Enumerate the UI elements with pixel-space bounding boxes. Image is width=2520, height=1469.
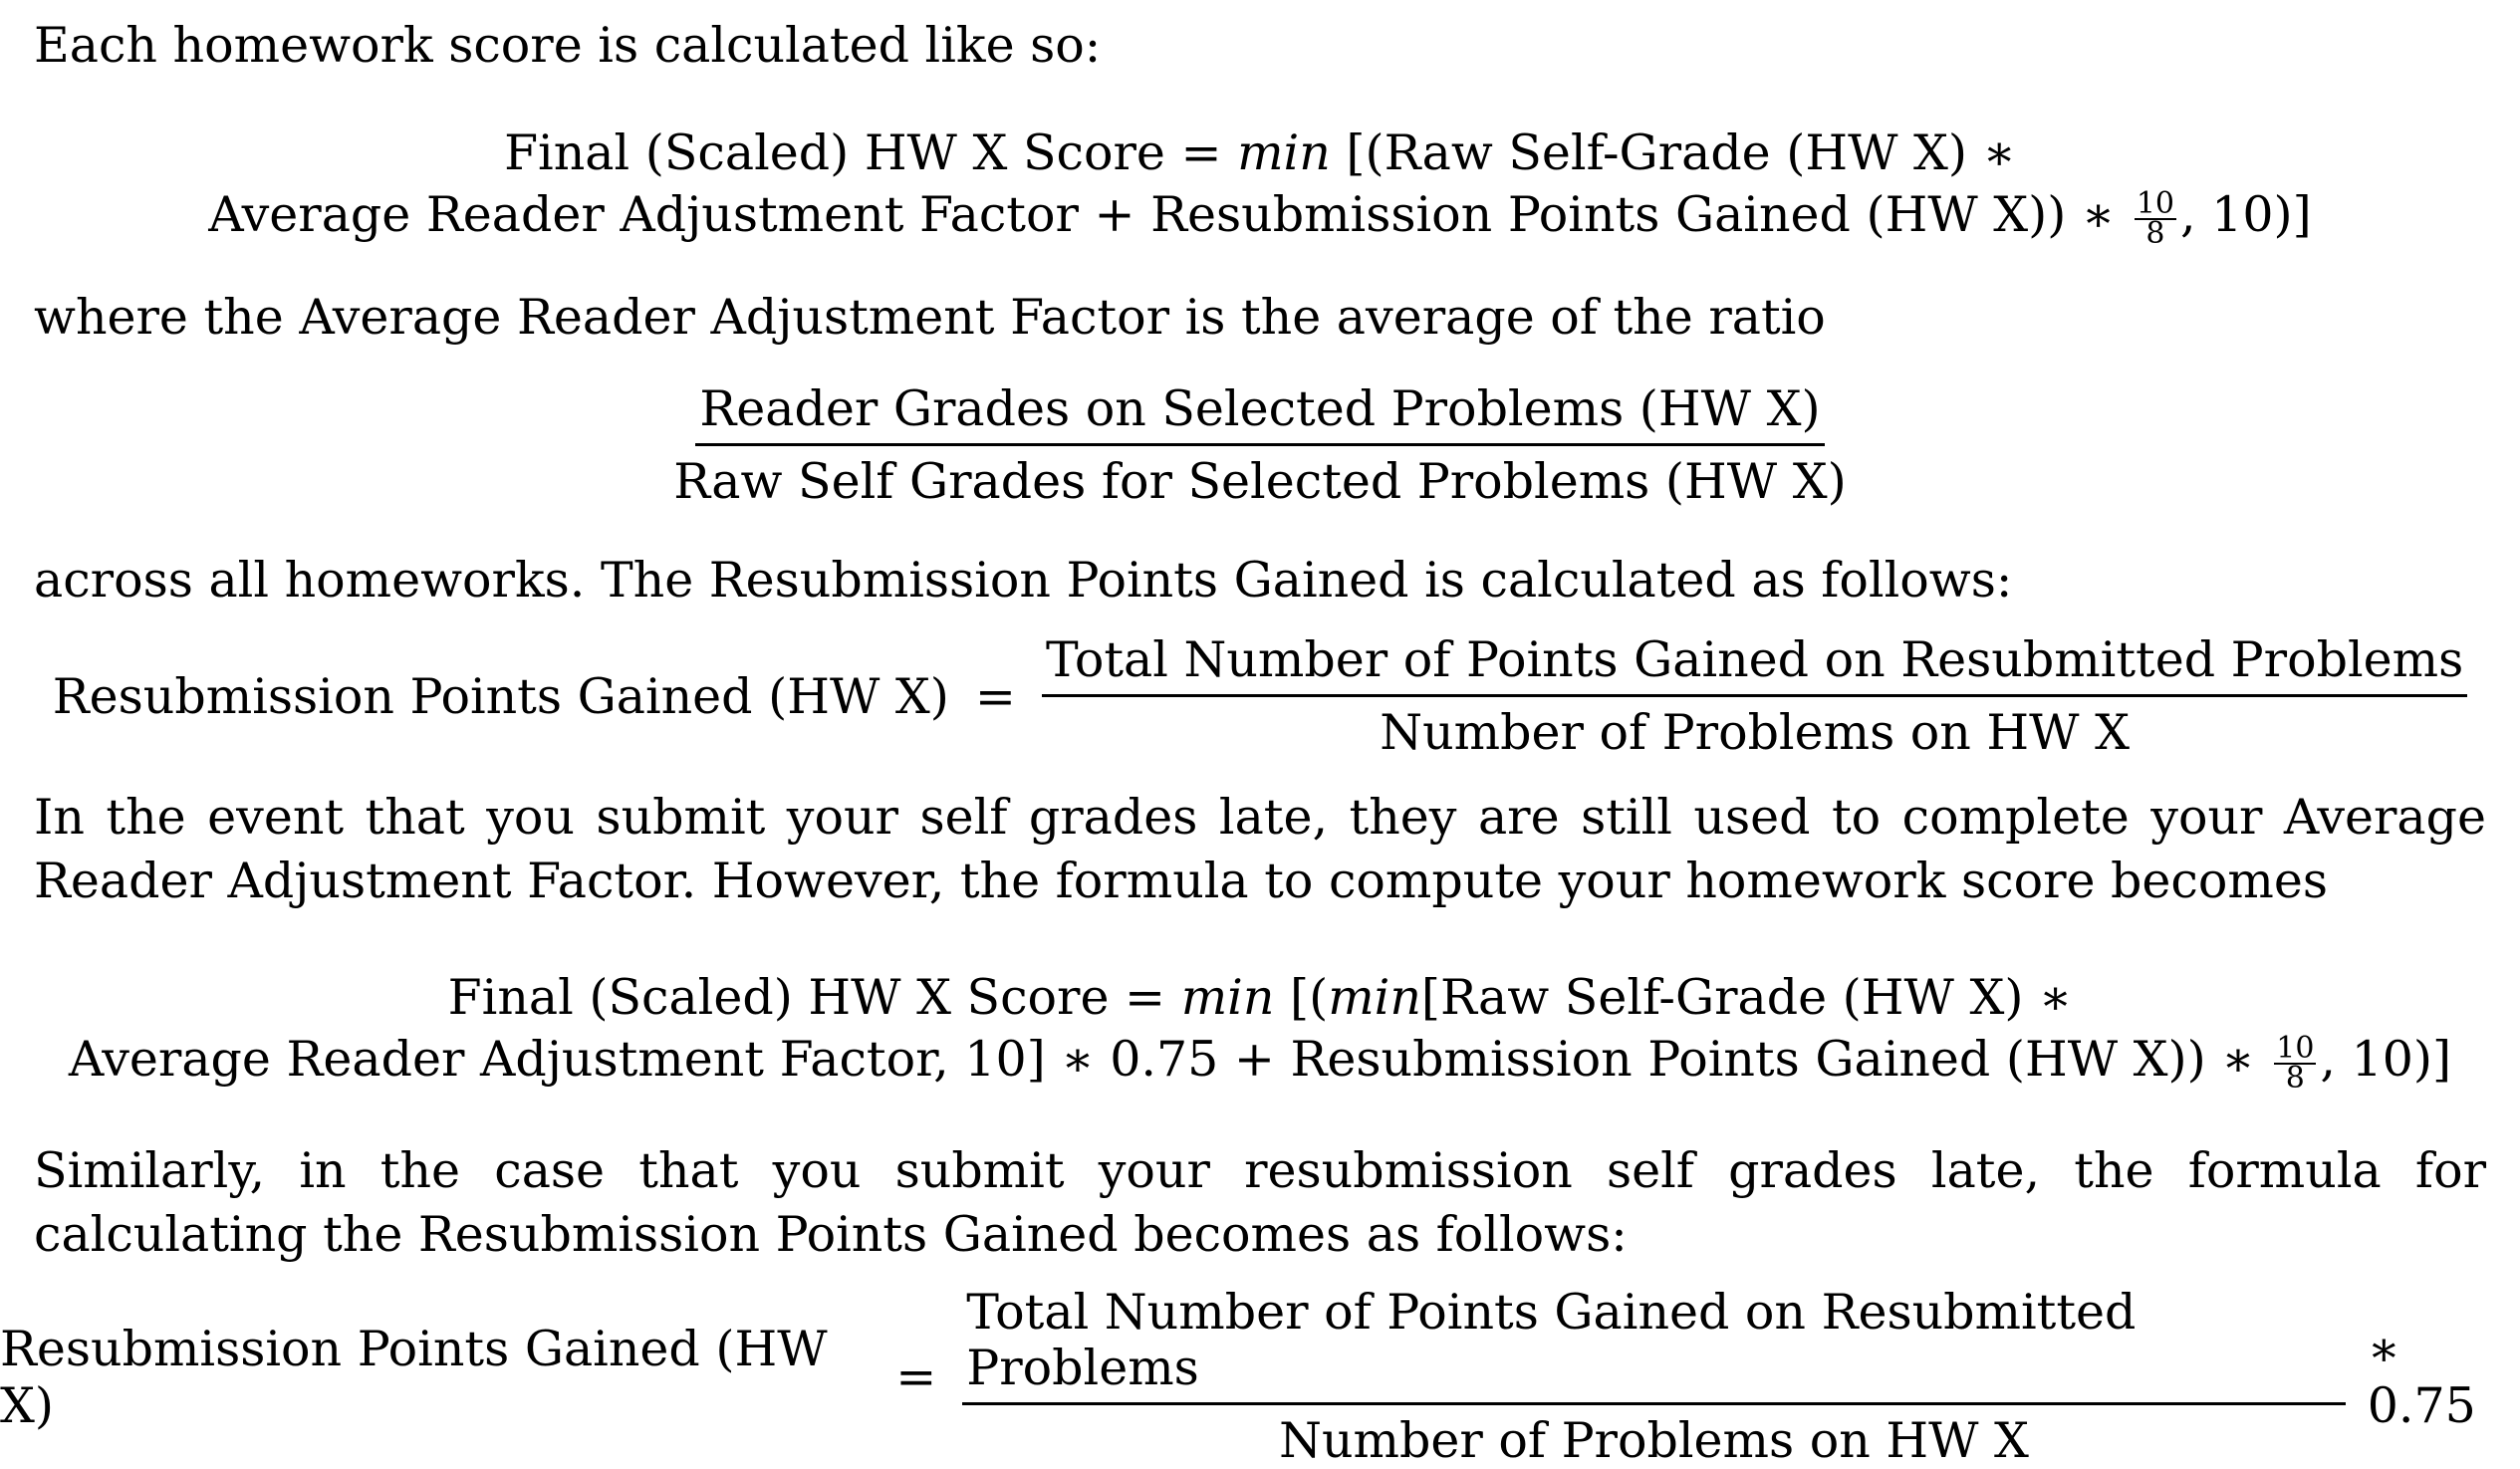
late-resubmission-formula — [0, 1285, 2520, 1469]
resubmission-numerator: Total Number of Points Gained on Resubmitted Problems — [1042, 632, 2467, 697]
ten-eighths-fraction: $\frac{10}{8}$ — [2276, 1030, 2315, 1096]
final-score-formula-line-2: Average Reader Adjustment Factor + Resubmission Points Gained (HW X)) ∗ $\frac{10}{8}$ , 10)] — [208, 185, 2312, 251]
late-paragraph: In the event that you submit your self grades late, they are still used to complete your Average Reader Adjustment Factor. However, the formula to compute your homework score becomes — [34, 789, 2486, 909]
equals-sign: = — [895, 1348, 937, 1405]
late-score-formula-line-2: Average Reader Adjustment Factor, 10] ∗ 0.75 + Resubmission Points Gained (HW X)) ∗ $\frac{10}{8}$ , 10)] — [68, 1030, 2452, 1096]
equals-sign: = — [974, 668, 1016, 725]
ten-eighths-fraction: $\frac{10}{8}$ — [2136, 185, 2175, 251]
resubmission-denominator: Number of Problems on HW X — [1380, 704, 2130, 761]
final-score-formula-line-1: Final (Scaled) HW X Score = min [(Raw Self-Grade (HW X) ∗ — [504, 124, 2016, 181]
min-function-inner: min — [1328, 969, 1421, 1026]
ratio-numerator: Reader Grades on Selected Problems (HW X) — [695, 381, 1824, 446]
late-resubmission-numerator: Total Number of Points Gained on Resubmitted Problems — [962, 1285, 2345, 1405]
late-multiplier: ∗ 0.75 — [2367, 1320, 2476, 1434]
intro-paragraph: Each homework score is calculated like so: — [34, 17, 1102, 74]
reader-ratio-fraction — [669, 381, 1850, 510]
resubmission-points-formula — [0, 632, 2520, 761]
late-score-formula-line-1: Final (Scaled) HW X Score = min [(min[Raw Self-Grade (HW X) ∗ — [447, 969, 2073, 1026]
ratio-denominator: Raw Self Grades for Selected Problems (HW X) — [673, 453, 1847, 510]
formula-lhs: Resubmission Points Gained (HW X) — [0, 1320, 828, 1434]
across-paragraph: across all homeworks. The Resubmission Points Gained is calculated as follows: — [34, 552, 2013, 609]
resubmission-fraction — [1016, 632, 2467, 761]
min-function: min — [1237, 124, 1331, 181]
formula-lhs: Resubmission Points Gained (HW X) — [52, 668, 949, 725]
where-paragraph: where the Average Reader Adjustment Factor is the average of the ratio — [34, 289, 1826, 346]
similarly-paragraph: Similarly, in the case that you submit your resubmission self grades late, the formula for calculating the Resubmission Points Gained becomes as follows: — [34, 1142, 2486, 1263]
late-resubmission-denominator: Number of Problems on HW X — [1279, 1412, 2029, 1469]
reader-ratio-formula — [0, 381, 2520, 510]
min-function: min — [1180, 969, 1275, 1026]
late-resubmission-fraction — [936, 1285, 2345, 1469]
